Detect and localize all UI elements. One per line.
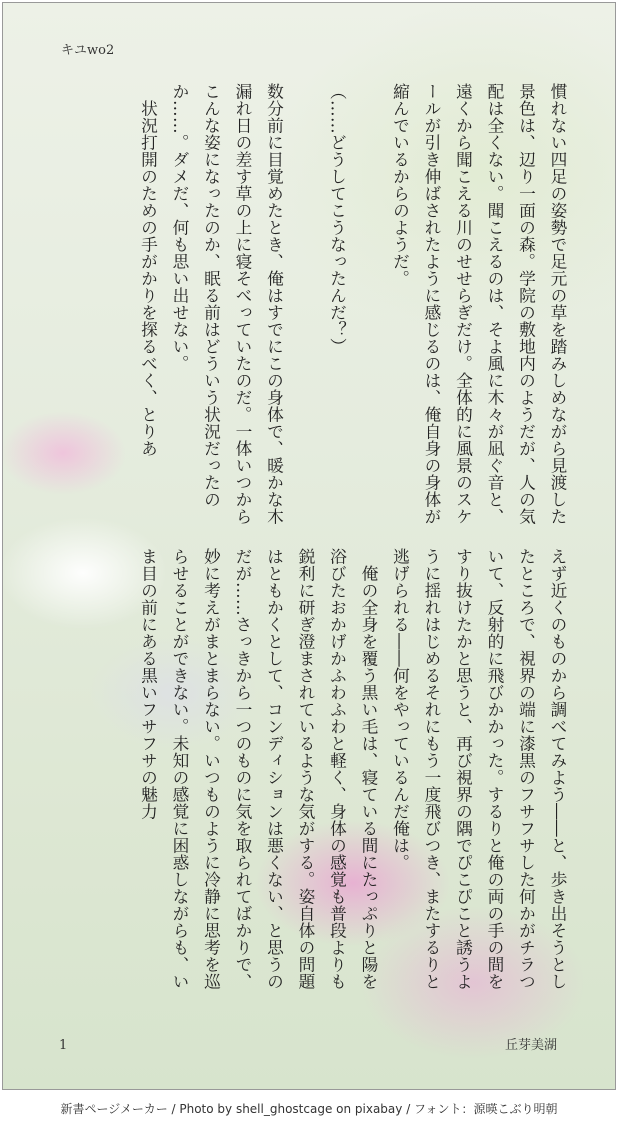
paragraph: 慣れない四足の姿勢で足元の草を踏みしめながら見渡した景色は、辺り一面の森。学院の敷地内のようだが、人の気配は全くない。聞こえるのは、そよ風に木々が凪ぐ音と、遠くから聞こえる川のせせらぎだけ。全体的に風景のスケールが引き伸ばされたように感じるのは、俺自身の身体が縮んでいるからのようだ。 [390, 83, 568, 525]
paragraph: 状況打開のための手がかりを探るべく、とりあ [138, 83, 159, 457]
blank-line [353, 83, 385, 533]
page-number: 1 [59, 1038, 68, 1053]
author-name: 丘芽美湖 [504, 1038, 557, 1053]
paragraph: 数分前に目覚めたとき、俺はすでにこの身体で、暖かな木漏れ日の差す草の上に寝そべっていたのだ。一体いつからこんな姿になったのか、眠る前はどういう状況だったのか……。ダメだ、何も思い出せない。 [170, 83, 285, 525]
upper-text-block [132, 83, 573, 533]
blank-line [290, 83, 322, 533]
book-page [2, 2, 616, 1090]
page-header-title: キユwo2 [61, 43, 115, 58]
lower-text-block [132, 548, 573, 998]
paragraph: 俺の全身を覆う黒い毛は、寝ている間にたっぷりと陽を浴びたおかげかふわふわと軽く、身体の感覚も普段よりも鋭利に研ぎ澄まされているような気がする。姿自体の問題はともかくとして、コンディションは悪くない、と思うのだが……さっきから一つのものに気を取られてばかりで、妙に考えがまとまらない。いつものように冷静に思考を巡らせることができない。未知の感覚に困惑しながらも、いま目の前にある黒いフサフサの魅力 [138, 548, 379, 990]
paragraph: えず近くのものから調べてみよう――と、歩き出そうとしたところで、視界の端に漆黒のフサフサした何かがチラついて、反射的に飛びかかった。するりと俺の両の手の間をすり抜けたかと思うと、再び視界の隅でぴこぴこと誘うように揺れはじめるそれにもう一度飛びつき、またするりと逃げられる――何をやっているんだ俺は。 [390, 548, 568, 990]
paragraph: （……どうしてこうなったんだ？） [327, 83, 348, 355]
credit-line: 新書ページメーカー / Photo by shell_ghostcage on pixabay / フォント：源暎こぶり明朝 [60, 1102, 558, 1116]
